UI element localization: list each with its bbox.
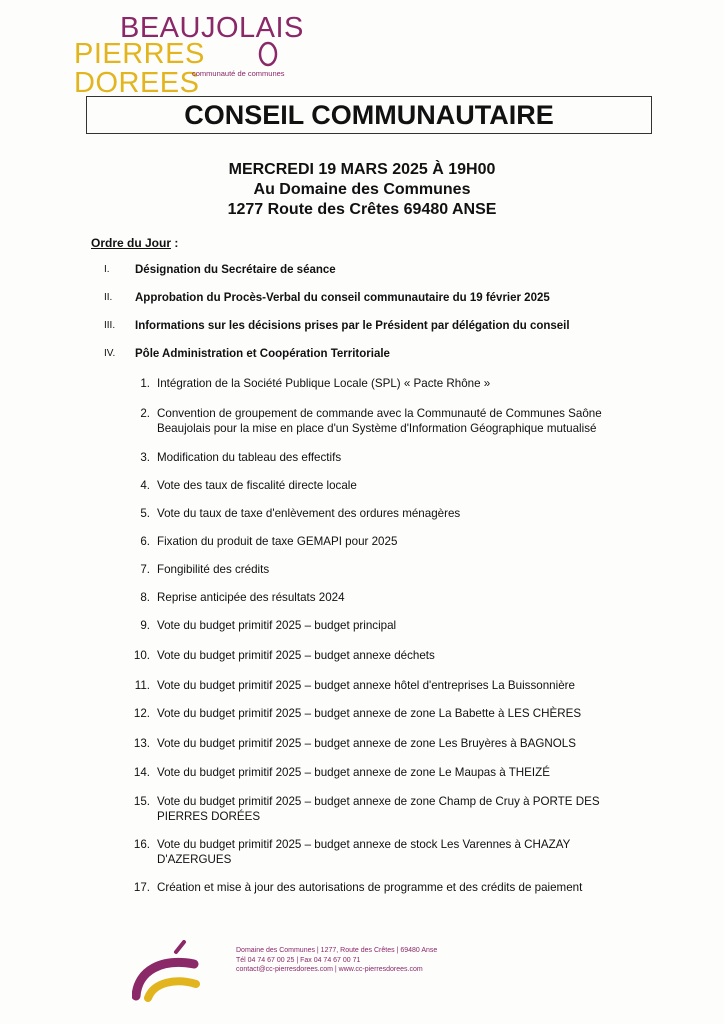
section-number: II. [104,292,113,303]
item-text: Vote du budget primitif 2025 – budget annexe de zone Champ de Cruy à PORTE DES PIERRES DORÉES [157,795,600,823]
item-text: Vote du budget primitif 2025 – budget annexe déchets [157,649,435,662]
agenda-colon: : [171,236,179,250]
item-number: 8. [140,591,150,604]
item-text: Convention de groupement de commande avec la Communauté de Communes Saône Beaujolais pour la mise en place d'un Système d'Information Géographique mutualisé [157,407,602,435]
meeting-venue: Au Domaine des Communes [253,181,471,198]
item-number: 17. [133,881,150,894]
item-text: Vote du taux de taxe d'enlèvement des ordures ménagères [157,507,461,520]
meeting-date: MERCREDI 19 MARS 2025 À 19H00 [228,161,496,178]
section-number: III. [104,320,116,331]
section-text: Approbation du Procès-Verbal du conseil communautaire du 19 février 2025 [135,292,550,304]
item-text: Vote des taux de fiscalité directe locale [157,479,357,492]
footer-web: contact@cc-pierresdorees.com | www.cc-pierresdorees.com [236,966,423,973]
header-logo [74,12,304,99]
item-text: Vote du budget primitif 2025 – budget principal [157,619,397,632]
item-number: 9. [140,619,150,632]
logo-line-1: BEAUJOLAIS [120,12,304,44]
item-text: Vote du budget primitif 2025 – budget annexe hôtel d'entreprises La Buissonnière [157,679,575,692]
item-text: Création et mise à jour des autorisations de programme et des crédits de paiement [157,881,583,894]
agenda-heading [91,236,178,250]
item-text: Modification du tableau des effectifs [157,451,342,464]
section-number: I. [104,264,110,275]
item-number: 4. [140,479,150,492]
document-title: CONSEIL COMMUNAUTAIRE [86,96,652,134]
section-text: Informations sur les décisions prises par le Président par délégation du conseil [135,320,570,332]
item-text: Intégration de la Société Publique Locale (SPL) « Pacte Rhône » [157,377,491,390]
item-number: 3. [140,451,150,464]
item-number: 1. [140,377,150,390]
item-number: 6. [140,535,150,548]
item-number: 7. [140,563,150,576]
agenda-label: Ordre du Jour [91,236,172,250]
item-text: Vote du budget primitif 2025 – budget annexe de zone La Babette à LES CHÈRES [157,707,582,720]
section-text: Pôle Administration et Coopération Territoriale [135,348,390,360]
logo-accent-icon [74,14,304,80]
item-text: Fongibilité des crédits [157,563,270,576]
item-number: 11. [134,679,150,692]
item-text: Vote du budget primitif 2025 – budget annexe de zone Les Bruyères à BAGNOLS [157,737,576,750]
footer-logo-icon [132,940,202,1002]
meeting-address: 1277 Route des Crêtes 69480 ANSE [227,201,497,218]
item-number: 2. [140,407,150,420]
item-text: Fixation du produit de taxe GEMAPI pour 2025 [157,535,398,548]
item-number: 16. [133,838,150,851]
logo-line-2: PIERRES DOREES [74,38,205,99]
item-text: Vote du budget primitif 2025 – budget annexe de zone Le Maupas à THEIZÉ [157,766,550,779]
item-number: 5. [140,507,150,520]
item-number: 15. [133,795,150,808]
item-text: Vote du budget primitif 2025 – budget annexe de stock Les Varennes à CHAZAY D'AZERGUES [157,838,571,866]
item-text: Reprise anticipée des résultats 2024 [157,591,345,604]
section-text: Désignation du Secrétaire de séance [135,264,336,276]
item-number: 14. [133,766,150,779]
item-number: 13. [133,737,150,750]
meeting-info [0,160,724,220]
logo-subtitle: communauté de communes [192,69,285,78]
item-number: 12. [133,707,150,720]
item-number: 10. [133,649,150,662]
footer-address: Domaine des Communes | 1277, Route des Crêtes | 69480 Anse [236,947,438,954]
footer-contact [236,946,437,975]
section-number: IV. [104,348,116,359]
footer-phone: Tél 04 74 67 00 25 | Fax 04 74 67 00 71 [236,956,361,964]
